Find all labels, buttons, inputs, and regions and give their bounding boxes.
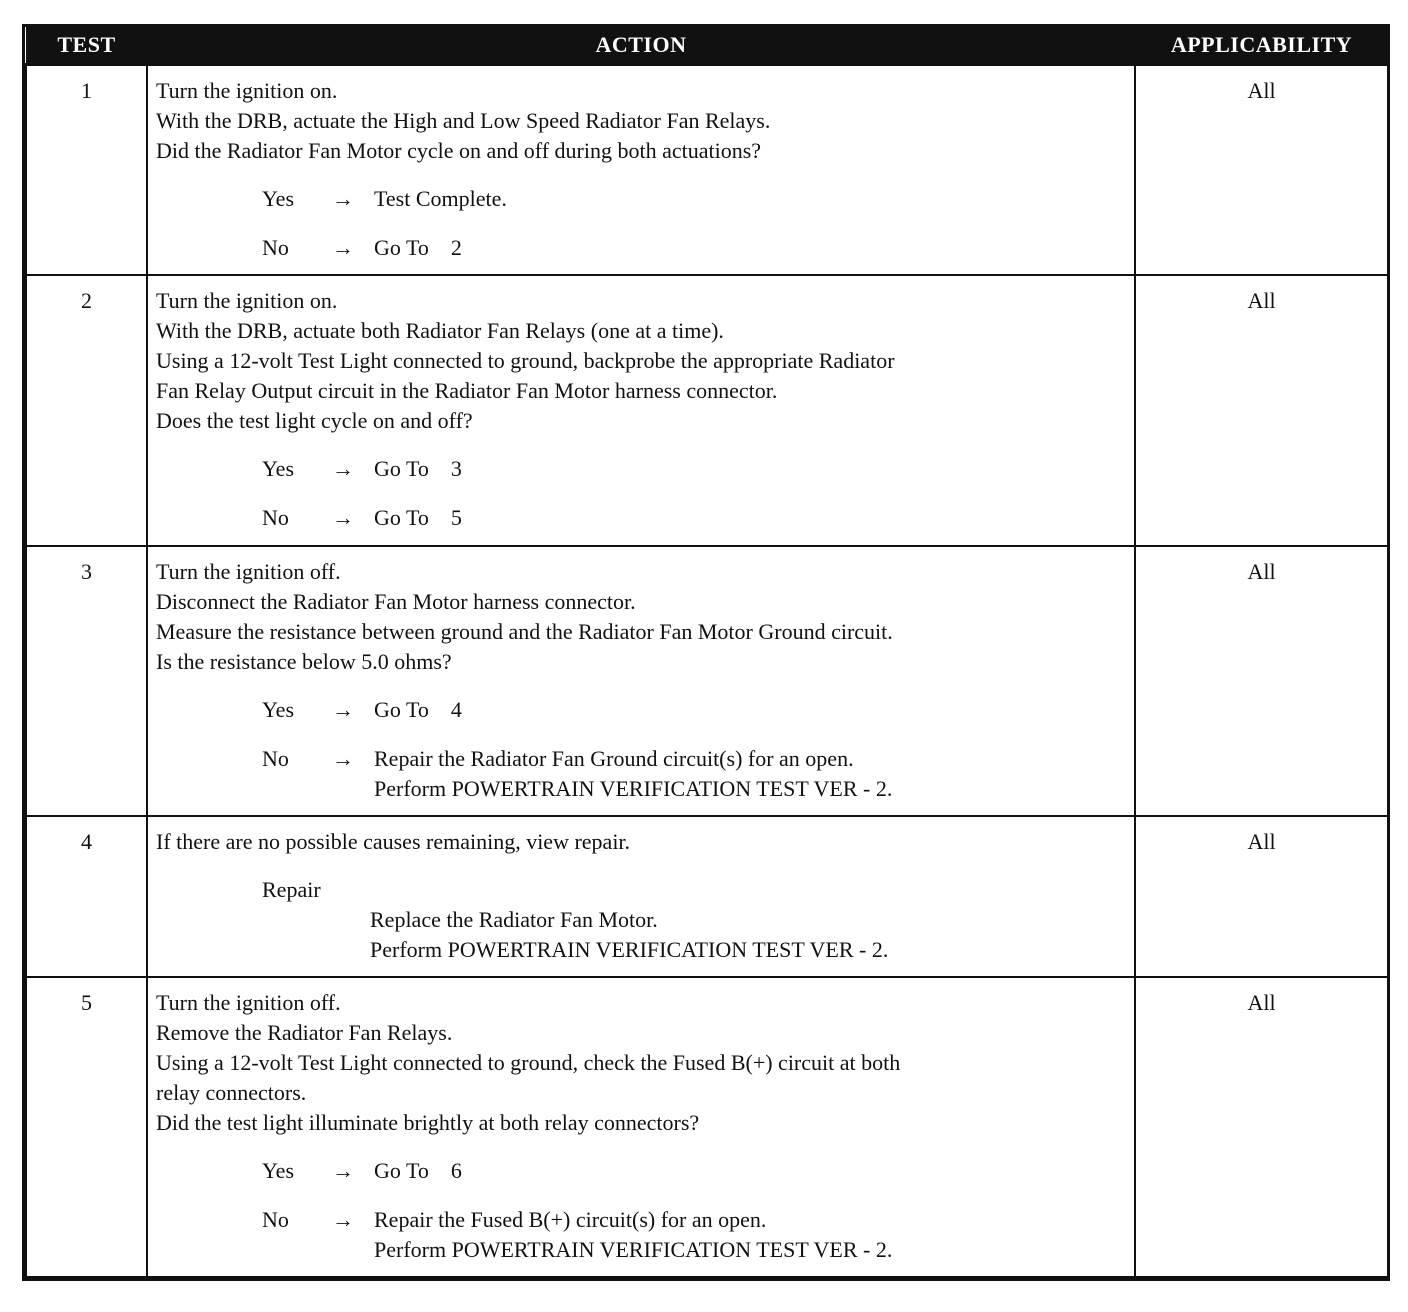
yes-outcome: [374, 454, 1128, 484]
action-step: With the DRB, actuate the High and Low Speed Radiator Fan Relays.: [156, 108, 771, 133]
yes-branch: [262, 454, 1128, 484]
action-step: relay connectors.: [156, 1079, 307, 1105]
yes-label: Yes: [262, 186, 295, 211]
repair-body: [370, 905, 1128, 965]
right-arrow-icon: →: [332, 696, 354, 722]
action-cell: [147, 65, 1135, 275]
header-action: ACTION: [147, 27, 1135, 65]
test-number: 1: [26, 65, 147, 275]
no-outcome: [374, 744, 1128, 804]
goto-test-number: 4: [450, 696, 462, 722]
test-row-2: [26, 275, 1388, 546]
action-cell: [147, 275, 1135, 546]
applicability-value: All: [1135, 546, 1388, 816]
action-cell: [147, 546, 1135, 816]
no-outcome: [374, 233, 1128, 263]
test-row-1: [26, 65, 1388, 275]
action-step: Did the test light illuminate brightly at both relay connectors?: [156, 1109, 700, 1135]
test-number: 5: [26, 977, 147, 1277]
yes-label: Yes: [262, 455, 295, 481]
action-step: Using a 12-volt Test Light connected to ground, backprobe the appropriate Radiator: [156, 347, 895, 373]
action-step: With the DRB, actuate both Radiator Fan Relays (one at a time).: [156, 317, 724, 343]
test-number: 2: [26, 275, 147, 546]
applicability-value: All: [1135, 65, 1388, 275]
action-step: Disconnect the Radiator Fan Motor harness connector.: [156, 588, 636, 614]
header-applicability: APPLICABILITY: [1135, 27, 1388, 65]
yes-outcome: [374, 695, 1128, 725]
answer-block: [156, 695, 1128, 804]
yes-branch: [262, 1156, 1128, 1186]
no-outcome: [374, 1205, 1128, 1265]
right-arrow-icon: →: [332, 745, 354, 771]
yes-outcome: [374, 1156, 1128, 1186]
verification-instruction: Perform POWERTRAIN VERIFICATION TEST VER - 2.: [370, 936, 889, 962]
action-cell: [147, 816, 1135, 977]
action-step: Is the resistance below 5.0 ohms?: [156, 648, 452, 674]
test-row-4: [26, 816, 1388, 977]
verification-instruction: Perform POWERTRAIN VERIFICATION TEST VER - 2.: [374, 1236, 893, 1262]
right-arrow-icon: →: [332, 235, 354, 260]
test-number: 4: [26, 816, 147, 977]
action-step: Turn the ignition on.: [156, 287, 338, 313]
yes-branch: [262, 184, 1128, 214]
goto-test-number: 3: [450, 455, 462, 481]
answer-block: [156, 184, 1128, 263]
no-label: No: [262, 504, 289, 530]
no-branch: [262, 503, 1128, 533]
goto-text: Go To: [374, 235, 429, 260]
yes-outcome: Test Complete.: [374, 186, 507, 211]
goto-test-number: 5: [450, 504, 462, 530]
action-cell: [147, 977, 1135, 1277]
no-branch: [262, 233, 1128, 263]
goto-text: Go To: [374, 504, 429, 530]
no-label: No: [262, 235, 289, 260]
goto-text: Go To: [374, 1157, 429, 1183]
goto-test-number: 2: [450, 235, 462, 260]
right-arrow-icon: →: [332, 504, 354, 530]
header-row: [26, 27, 1388, 65]
no-branch: [262, 1205, 1128, 1265]
action-step: Using a 12-volt Test Light connected to ground, check the Fused B(+) circuit at both: [156, 1049, 901, 1075]
repair-instruction: Repair the Radiator Fan Ground circuit(s) for an open.: [374, 745, 854, 771]
yes-label: Yes: [262, 1157, 295, 1183]
action-step: Fan Relay Output circuit in the Radiator Fan Motor harness connector.: [156, 377, 778, 403]
repair-instruction: Replace the Radiator Fan Motor.: [370, 906, 658, 932]
diagnostic-test-table: [25, 27, 1389, 1278]
goto-text: Go To: [374, 696, 429, 722]
yes-branch: [262, 695, 1128, 725]
applicability-value: All: [1135, 977, 1388, 1277]
right-arrow-icon: →: [332, 186, 354, 211]
test-row-5: [26, 977, 1388, 1277]
answer-block: [156, 1156, 1128, 1265]
action-step: Does the test light cycle on and off?: [156, 407, 473, 433]
right-arrow-icon: →: [332, 455, 354, 481]
test-number: 3: [26, 546, 147, 816]
repair-block: [262, 875, 1128, 965]
action-step: Did the Radiator Fan Motor cycle on and off during both actuations?: [156, 138, 762, 163]
applicability-value: All: [1135, 816, 1388, 977]
action-step: Turn the ignition off.: [156, 558, 341, 584]
action-step: If there are no possible causes remaining, view repair.: [156, 828, 631, 854]
no-outcome: [374, 503, 1128, 533]
repair-label: Repair: [262, 876, 321, 902]
no-branch: [262, 744, 1128, 804]
verification-instruction: Perform POWERTRAIN VERIFICATION TEST VER - 2.: [374, 775, 893, 801]
no-label: No: [262, 745, 289, 771]
action-step: Remove the Radiator Fan Relays.: [156, 1019, 453, 1045]
applicability-value: All: [1135, 275, 1388, 546]
answer-block: [156, 454, 1128, 533]
repair-instruction: Repair the Fused B(+) circuit(s) for an open.: [374, 1206, 767, 1232]
diagnostic-test-table-frame: [22, 24, 1390, 1281]
yes-label: Yes: [262, 696, 295, 722]
right-arrow-icon: →: [332, 1157, 354, 1183]
no-label: No: [262, 1206, 289, 1232]
test-row-3: [26, 546, 1388, 816]
action-step: Turn the ignition off.: [156, 989, 341, 1015]
action-step: Measure the resistance between ground and the Radiator Fan Motor Ground circuit.: [156, 618, 893, 644]
header-test: TEST: [26, 27, 147, 65]
right-arrow-icon: →: [332, 1206, 354, 1232]
action-step: Turn the ignition on.: [156, 78, 338, 103]
goto-text: Go To: [374, 455, 429, 481]
goto-test-number: 6: [450, 1157, 462, 1183]
